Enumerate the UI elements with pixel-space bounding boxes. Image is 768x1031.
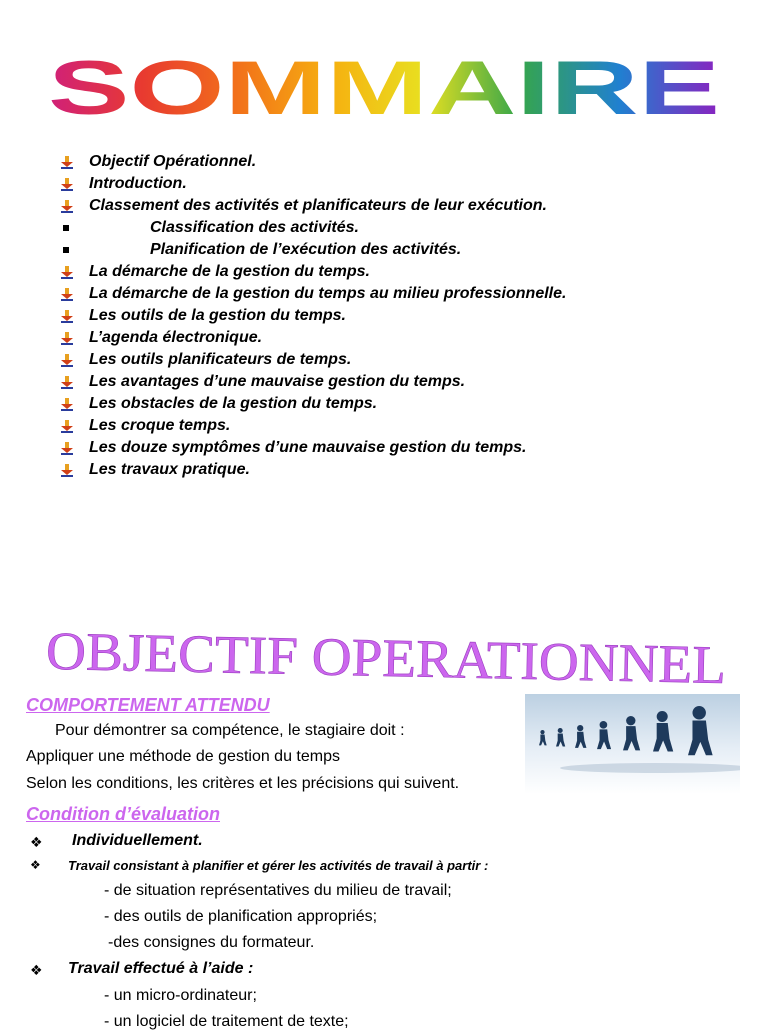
arrow-bullet-icon — [60, 353, 74, 367]
toc-item-text: Les obstacles de la gestion du temps. — [89, 395, 378, 412]
toc-item-text: La démarche de la gestion du temps. — [89, 263, 370, 280]
toc-item-text: L’agenda électronique. — [89, 329, 263, 346]
toc-item-text: Classification des activités. — [150, 219, 359, 236]
toc-item-text: Les outils planificateurs de temps. — [89, 351, 352, 368]
sub-item: - un logiciel de traitement de texte; — [104, 1013, 349, 1030]
arrow-bullet-icon — [60, 309, 74, 323]
toc-item-text: Les douze symptômes d’une mauvaise gestion du temps. — [89, 439, 527, 456]
toc-item-text: La démarche de la gestion du temps au milieu professionnelle. — [89, 285, 567, 302]
condition-individual: Individuellement. — [72, 832, 203, 849]
arrow-bullet-icon — [60, 331, 74, 345]
toc-item-text: Les travaux pratique. — [89, 461, 250, 478]
arrow-bullet-icon — [60, 441, 74, 455]
toc-item-text: Les avantages d’une mauvaise gestion du temps. — [89, 373, 466, 390]
sub-item: - des outils de planification appropriés; — [104, 908, 378, 925]
conditions-line: Selon les conditions, les critères et les précisions qui suivent. — [26, 775, 460, 792]
arrow-bullet-icon — [60, 177, 74, 191]
condition-tools: Travail effectué à l’aide : — [68, 960, 254, 977]
arrow-bullet-icon — [60, 375, 74, 389]
walking-people-image — [525, 694, 740, 794]
condition-heading: Condition d’évaluation — [26, 804, 220, 824]
arrow-bullet-icon — [60, 463, 74, 477]
sub-item: - un micro-ordinateur; — [104, 987, 257, 1004]
square-bullet-icon — [63, 247, 69, 253]
diamond-bullet-icon: ❖ — [30, 962, 43, 978]
diamond-bullet-icon: ❖ — [30, 858, 41, 872]
arrow-bullet-icon — [60, 419, 74, 433]
sub-item: -des consignes du formateur. — [108, 934, 315, 951]
toc-item-text: Introduction. — [89, 175, 187, 192]
intro-text: Pour démontrer sa compétence, le stagiaire doit : — [55, 722, 405, 739]
arrow-bullet-icon — [60, 265, 74, 279]
toc-item-text: Objectif Opérationnel. — [89, 153, 257, 170]
sommaire-title-text: SOMMAIRE — [48, 52, 720, 131]
arrow-bullet-icon — [60, 155, 74, 169]
toc-item-text: Les croque temps. — [89, 417, 231, 434]
diamond-bullet-icon: ❖ — [30, 834, 43, 850]
toc-item-text: Planification de l’exécution des activités. — [150, 241, 462, 258]
sub-item: - de situation représentatives du milieu de travail; — [104, 882, 452, 899]
arrow-bullet-icon — [60, 397, 74, 411]
toc-item-text: Classement des activités et planificateurs de leur exécution. — [89, 197, 547, 214]
arrow-bullet-icon — [60, 287, 74, 301]
condition-work: Travail consistant à planifier et gérer les activités de travail à partir : — [68, 858, 489, 873]
method-line: Appliquer une méthode de gestion du temps — [26, 748, 340, 765]
arrow-bullet-icon — [60, 199, 74, 213]
sommaire-title — [0, 52, 768, 132]
square-bullet-icon — [63, 225, 69, 231]
behavior-heading: COMPORTEMENT ATTENDU — [26, 695, 270, 715]
objectif-title-text: OBJECTIF OPERATIONNEL — [45, 620, 712, 695]
toc-item-text: Les outils de la gestion du temps. — [89, 307, 346, 324]
